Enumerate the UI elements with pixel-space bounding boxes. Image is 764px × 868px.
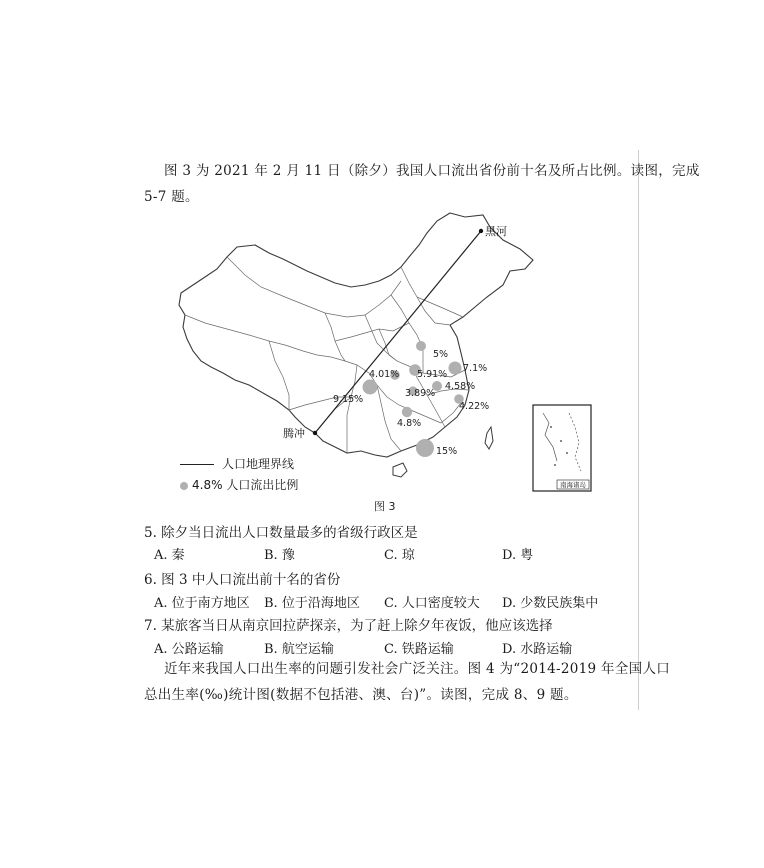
question-5-stem: 5. 除夕当日流出人口数量最多的省级行政区是 xyxy=(144,525,418,541)
outflow-label: 7.1% xyxy=(463,363,488,374)
question-6-option-b[interactable]: B. 位于沿海地区 xyxy=(264,596,360,611)
question-5-option-b[interactable]: B. 豫 xyxy=(264,548,295,563)
heihe-point xyxy=(479,229,483,233)
outflow-label: 4.22% xyxy=(459,401,490,412)
question-5-option-d[interactable]: D. 粤 xyxy=(502,548,534,563)
question-7-option-b[interactable]: B. 航空运输 xyxy=(264,642,334,657)
question-5-options xyxy=(154,544,634,564)
tengchong-point xyxy=(313,431,317,435)
outflow-label: 5.91% xyxy=(417,369,448,380)
country-outline xyxy=(179,213,533,457)
legend-line-text: 人口地理界线 xyxy=(222,457,295,471)
outflow-label: 4.8% xyxy=(397,418,422,429)
outflow-label: 5% xyxy=(433,349,449,360)
question-5-option-c[interactable]: C. 琼 xyxy=(384,548,415,563)
legend-dot-swatch xyxy=(180,482,188,490)
outflow-label: 3.89% xyxy=(405,388,436,399)
intro-line-2: 5-7 题。 xyxy=(144,189,199,205)
question-6-options xyxy=(154,592,634,612)
question-7-option-c[interactable]: C. 铁路运输 xyxy=(384,642,454,657)
outro-line-1: 近年来我国人口出生率的问题引发社会广泛关注。图 4 为“2014-2019 年全国人口 xyxy=(164,661,671,677)
legend-line-swatch xyxy=(180,464,214,465)
city-label-heihe: 黑河 xyxy=(485,225,507,238)
outflow-label: 4.58% xyxy=(445,381,476,392)
outro-line-2: 总出生率(‰)统计图(数据不包括港、澳、台)”。读图，完成 8、9 题。 xyxy=(144,687,578,703)
question-7-options xyxy=(154,638,634,658)
outflow-label: 9.15% xyxy=(333,394,364,405)
figure-caption: 图 3 xyxy=(374,500,396,513)
legend-dot-entry xyxy=(180,476,298,493)
question-7-option-d[interactable]: D. 水路运输 xyxy=(502,642,573,657)
outflow-dot xyxy=(402,407,412,417)
question-6-option-c[interactable]: C. 人口密度较大 xyxy=(384,596,480,611)
legend-line-entry xyxy=(180,455,294,472)
city-label-tengchong: 腾冲 xyxy=(283,427,305,440)
question-7-option-a[interactable]: A. 公路运输 xyxy=(154,642,224,657)
outflow-label: 15% xyxy=(436,446,458,457)
hainan-island xyxy=(393,463,407,477)
outflow-dot xyxy=(363,380,378,395)
inset-label: 南海诸岛 xyxy=(560,481,586,489)
question-5-option-a[interactable]: A. 秦 xyxy=(154,548,185,563)
outflow-dot xyxy=(416,341,426,351)
question-6-stem: 6. 图 3 中人口流出前十名的省份 xyxy=(144,572,341,588)
question-7-stem: 7. 某旅客当日从南京回拉萨探亲，为了赶上除夕年夜饭，他应该选择 xyxy=(144,618,553,634)
legend-dot-value: 4.8% xyxy=(192,478,223,492)
outflow-label: 4.01% xyxy=(369,369,400,380)
outflow-dot xyxy=(449,362,462,375)
legend-dot-text: 人口流出比例 xyxy=(226,478,299,492)
intro-line-1: 图 3 为 2021 年 2 月 11 日（除夕）我国人口流出省份前十名及所占比例。读图，完成 xyxy=(164,163,700,179)
page-margin-rule xyxy=(638,150,639,710)
question-6-option-d[interactable]: D. 少数民族集中 xyxy=(502,596,599,611)
outflow-dot xyxy=(416,439,434,457)
taiwan-island xyxy=(485,427,493,449)
question-6-option-a[interactable]: A. 位于南方地区 xyxy=(154,596,250,611)
south-china-sea-inset xyxy=(533,405,591,491)
